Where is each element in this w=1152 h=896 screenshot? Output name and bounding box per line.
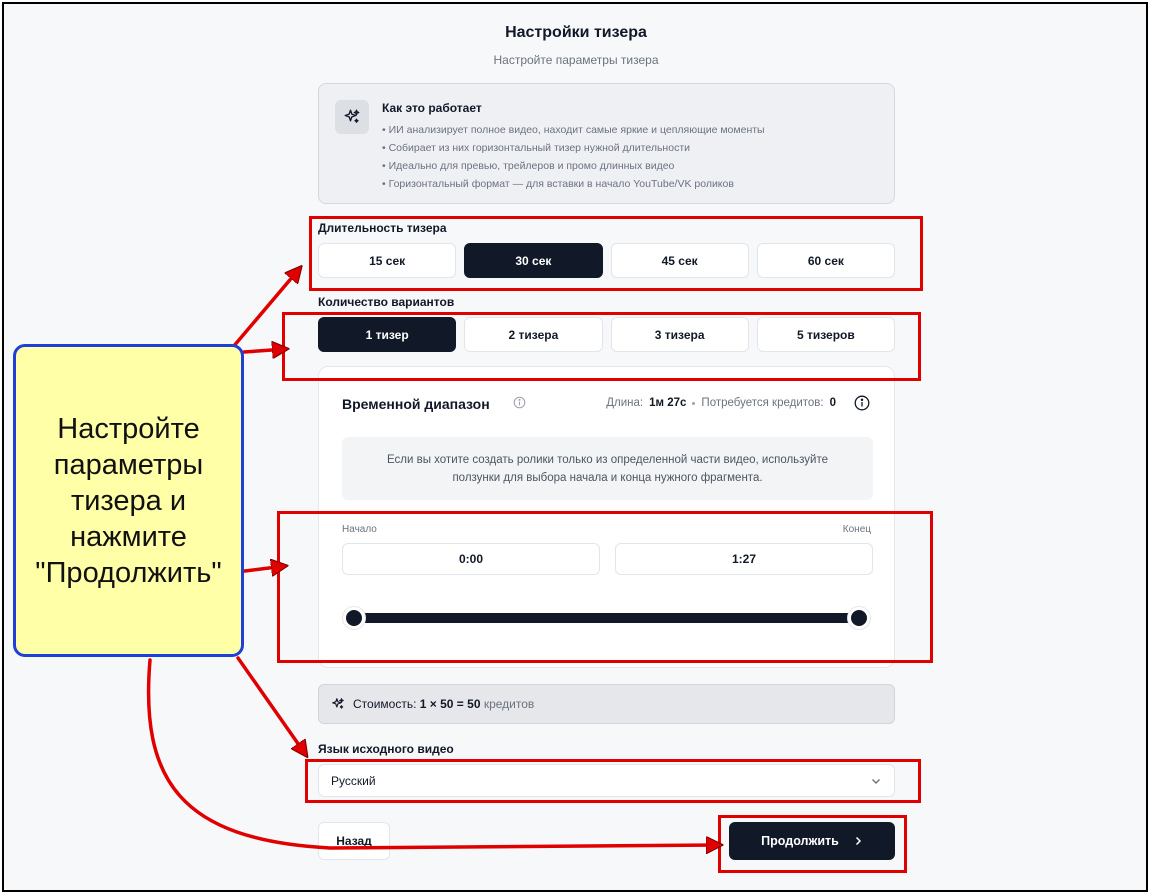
chevron-right-icon	[853, 836, 863, 846]
cost-label: Стоимость:	[353, 697, 417, 711]
variants-option-3[interactable]: 3 тизера	[611, 317, 749, 352]
how-it-works-item: • Собирает из них горизонтальный тизер нужной длительности	[382, 142, 690, 154]
start-label: Начало	[342, 524, 377, 535]
variants-options	[318, 317, 895, 352]
continue-button[interactable]	[729, 822, 895, 860]
duration-option-45[interactable]: 45 сек	[611, 243, 749, 278]
credits-value: 0	[829, 397, 836, 409]
duration-label: Длительность тизера	[318, 221, 447, 235]
cost-panel	[318, 684, 895, 724]
time-range-meta	[606, 395, 870, 411]
continue-button-label: Продолжить	[761, 834, 839, 848]
range-slider-start-handle[interactable]	[343, 607, 365, 629]
duration-option-15[interactable]: 15 сек	[318, 243, 456, 278]
page-title: Настройки тизера	[505, 24, 647, 41]
variants-option-1[interactable]: 1 тизер	[318, 317, 456, 352]
duration-option-60[interactable]: 60 сек	[757, 243, 895, 278]
how-it-works-item: • ИИ анализирует полное видео, находит самые яркие и цепляющие моменты	[382, 124, 765, 136]
time-range-hint: Если вы хотите создать ролики только из определенной части видео, используйте ползунки для выбора начала и конца нужного фрагмента.	[342, 437, 873, 500]
credits-info-icon[interactable]	[854, 395, 870, 411]
start-time-input[interactable]: 0:00	[342, 543, 600, 575]
variants-label: Количество вариантов	[318, 295, 455, 309]
instruction-callout: Настройте параметры тизера и нажмите "Продолжить"	[13, 344, 244, 657]
cost-unit: кредитов	[483, 697, 535, 711]
how-it-works-list	[382, 121, 765, 193]
variants-option-2[interactable]: 2 тизера	[464, 317, 602, 352]
duration-option-30[interactable]: 30 сек	[464, 243, 602, 278]
credits-label: Потребуется кредитов:	[701, 397, 824, 409]
range-slider-end-handle[interactable]	[848, 607, 870, 629]
chevron-down-icon	[870, 775, 882, 787]
how-it-works-title: Как это работает	[382, 101, 482, 115]
length-value: 1м 27с	[649, 397, 687, 409]
range-slider-track[interactable]	[354, 613, 859, 623]
sparkles-icon	[335, 100, 369, 134]
back-button[interactable]: Назад	[318, 822, 390, 860]
how-it-works-item: • Идеально для превью, трейлеров и промо длинных видео	[382, 160, 675, 172]
how-it-works-panel	[318, 83, 895, 204]
variants-option-5[interactable]: 5 тизеров	[757, 317, 895, 352]
time-range-title: Временной диапазон	[342, 396, 490, 412]
language-select[interactable]	[318, 764, 895, 797]
sparkles-icon	[331, 697, 345, 711]
language-value: Русский	[331, 773, 376, 788]
end-time-input[interactable]: 1:27	[615, 543, 873, 575]
info-icon[interactable]	[513, 396, 526, 414]
time-range-card	[318, 366, 895, 668]
how-it-works-item: • Горизонтальный формат — для вставки в начало YouTube/VK роликов	[382, 178, 734, 190]
duration-options	[318, 243, 895, 278]
end-label: Конец	[842, 524, 871, 535]
language-label: Язык исходного видео	[318, 742, 454, 756]
length-label: Длина:	[606, 397, 644, 409]
page-subtitle: Настройте параметры тизера	[493, 53, 659, 67]
separator-dot	[692, 402, 695, 405]
cost-formula: 1 × 50 = 50	[419, 697, 481, 711]
